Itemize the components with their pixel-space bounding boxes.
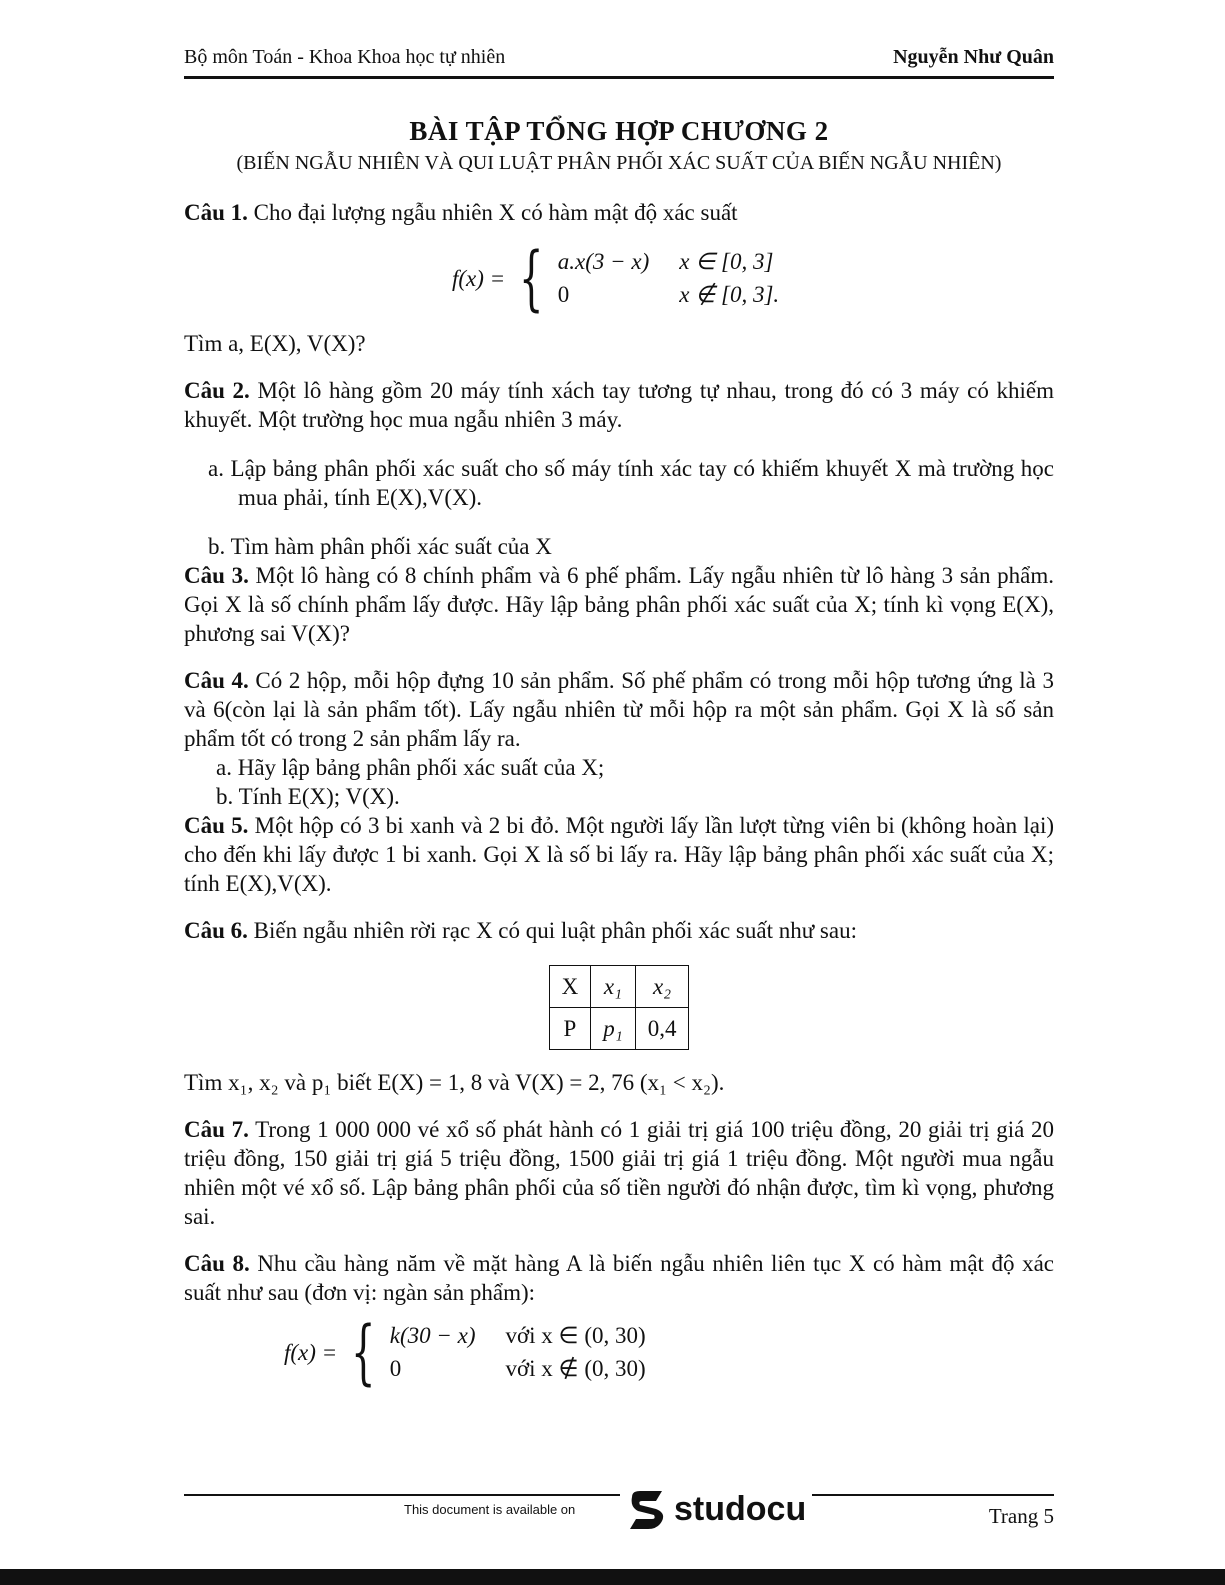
table-row [549,1008,689,1050]
table-cell: x₂ [635,966,689,1008]
question-2-label: Câu 2. [184,378,250,403]
question-2-text: Một lô hàng gồm 20 máy tính xách tay tương tự nhau, trong đó có 3 máy có khiếm khuyết. Một trường học mua ngẫu nhiên 3 máy. [184,378,1054,432]
question-6 [184,916,1054,945]
question-7-text: Trong 1 000 000 vé xổ số phát hành có 1 giải trị giá 100 triệu đồng, 20 giải trị giá 20 triệu đồng, 150 giải trị giá 5 triệu đồng, 1500 giải trị giá 1 triệu đồng. Một người mua ngẫu nhiên một vé xổ số. Lập bảng phân phối của số tiền người đó nhận được, tìm kì vọng, phương sai. [184,1117,1054,1229]
question-4-part-b: b. Tính E(X); V(X). [216,784,400,809]
question-4-part-a: a. Hãy lập bảng phân phối xác suất của X; [216,755,605,780]
left-brace-icon: { [519,237,544,319]
table-cell: x₁ [591,966,636,1008]
header-department: Bộ môn Toán - Khoa Khoa học tự nhiên [184,46,506,68]
question-6-label: Câu 6. [184,918,248,943]
page-title: BÀI TẬP TỔNG HỢP CHƯƠNG 2 [409,116,829,146]
question-3-text: Một lô hàng có 8 chính phẩm và 6 phế phẩm. Lấy ngẫu nhiên từ lô hàng 3 sản phẩm. Gọi X là số chính phẩm lấy được. Hãy lập bảng phân phối xác suất của X; tính kì vọng E(X), phương sai V(X)? [184,563,1055,646]
studocu-wordmark: studocu [674,1489,807,1528]
page-subtitle: (BIẾN NGẪU NHIÊN VÀ QUI LUẬT PHÂN PHỐI XÁC SUẤT CỦA BIẾN NGẪU NHIÊN) [236,152,1002,174]
studocu-logo[interactable] [620,1484,812,1534]
table-cell: p₁ [591,1008,636,1050]
footer-available-text: This document is available on [404,1502,576,1517]
exercise-list [184,198,1055,1393]
question-3-label: Câu 3. [184,563,249,588]
question-6-text: Biến ngẫu nhiên rời rạc X có qui luật phân phối xác suất như sau: [253,918,857,943]
case-2-expression: 0 [389,1356,402,1381]
question-1-f-lhs: f(x) = [452,265,506,291]
table-cell: P [549,1008,591,1050]
question-2-part-b: b. Tìm hàm phân phối xác suất của X [208,534,552,559]
question-8-f-lhs: f(x) = [284,1339,338,1365]
question-1-density-function [452,237,1054,319]
table-row [549,966,689,1008]
case-2-condition: x ∉ [0, 3]. [679,282,780,307]
page-header [184,44,1054,79]
case-1-condition: x ∈ [0, 3] [679,249,774,274]
case-2-expression: 0 [557,282,570,307]
question-8-label: Câu 8. [184,1251,250,1276]
question-8 [184,1249,1054,1307]
question-5-text: Một hộp có 3 bi xanh và 2 bi đỏ. Một người lấy lần lượt từng viên bi (không hoàn lại) cho đến khi lấy được 1 bi xanh. Gọi X là số bi lấy ra. Hãy lập bảng phân phối xác suất của X; tính E(X),V(X). [184,813,1055,896]
question-1-ask: Tìm a, E(X), V(X)? [184,331,366,356]
studocu-mark-icon [626,1487,670,1531]
left-brace-icon: { [351,1311,376,1393]
question-1-label: Câu 1. [184,200,248,225]
question-4-text: Có 2 hộp, mỗi hộp đựng 10 sản phẩm. Số phế phẩm có trong mỗi hộp tương ứng là 3 và 6(còn lại là sản phẩm tốt). Lấy ngẫu nhiên từ mỗi hộp ra một sản phẩm. Gọi X là số sản phẩm tốt có trong 2 sản phẩm lấy ra. [184,668,1054,751]
footer-divider [184,1494,1054,1496]
question-7-label: Câu 7. [184,1117,249,1142]
question-1-cases [558,247,779,309]
question-5-label: Câu 5. [184,813,249,838]
question-8-density-function [284,1311,1054,1393]
case-1-expression: k(30 − x) [389,1323,476,1348]
table-cell: 0,4 [635,1008,689,1050]
page-number: Trang 5 [988,1504,1054,1528]
distribution-table [549,965,690,1050]
question-1 [184,198,1054,227]
question-4 [184,666,1054,753]
question-2-part-a: a. Lập bảng phân phối xác suất cho số máy tính xác tay có khiếm khuyết X mà trường học mua phải, tính E(X),V(X). [208,456,1054,510]
question-7 [184,1115,1054,1231]
question-8-cases [390,1321,646,1383]
bottom-bar [0,1569,1225,1585]
question-1-text: Cho đại lượng ngẫu nhiên X có hàm mật độ xác suất [253,200,738,225]
question-4-label: Câu 4. [184,668,249,693]
case-1-expression: a.x(3 − x) [557,249,650,274]
header-author: Nguyễn Như Quân [893,46,1054,68]
question-8-text: Nhu cầu hàng năm về mặt hàng A là biến ngẫu nhiên liên tục X có hàm mật độ xác suất như sau (đơn vị: ngàn sản phẩm): [184,1251,1054,1305]
table-cell: X [549,966,591,1008]
question-3 [184,561,1054,648]
question-5 [184,811,1054,898]
case-2-condition: với x ∉ (0, 30) [505,1356,646,1381]
case-1-condition: với x ∈ (0, 30) [505,1323,646,1348]
question-6-ask: Tìm x₁, x₂ và p₁ biết E(X) = 1, 8 và V(X) = 2, 76 (x₁ < x₂). [184,1070,725,1095]
question-2 [184,376,1054,434]
